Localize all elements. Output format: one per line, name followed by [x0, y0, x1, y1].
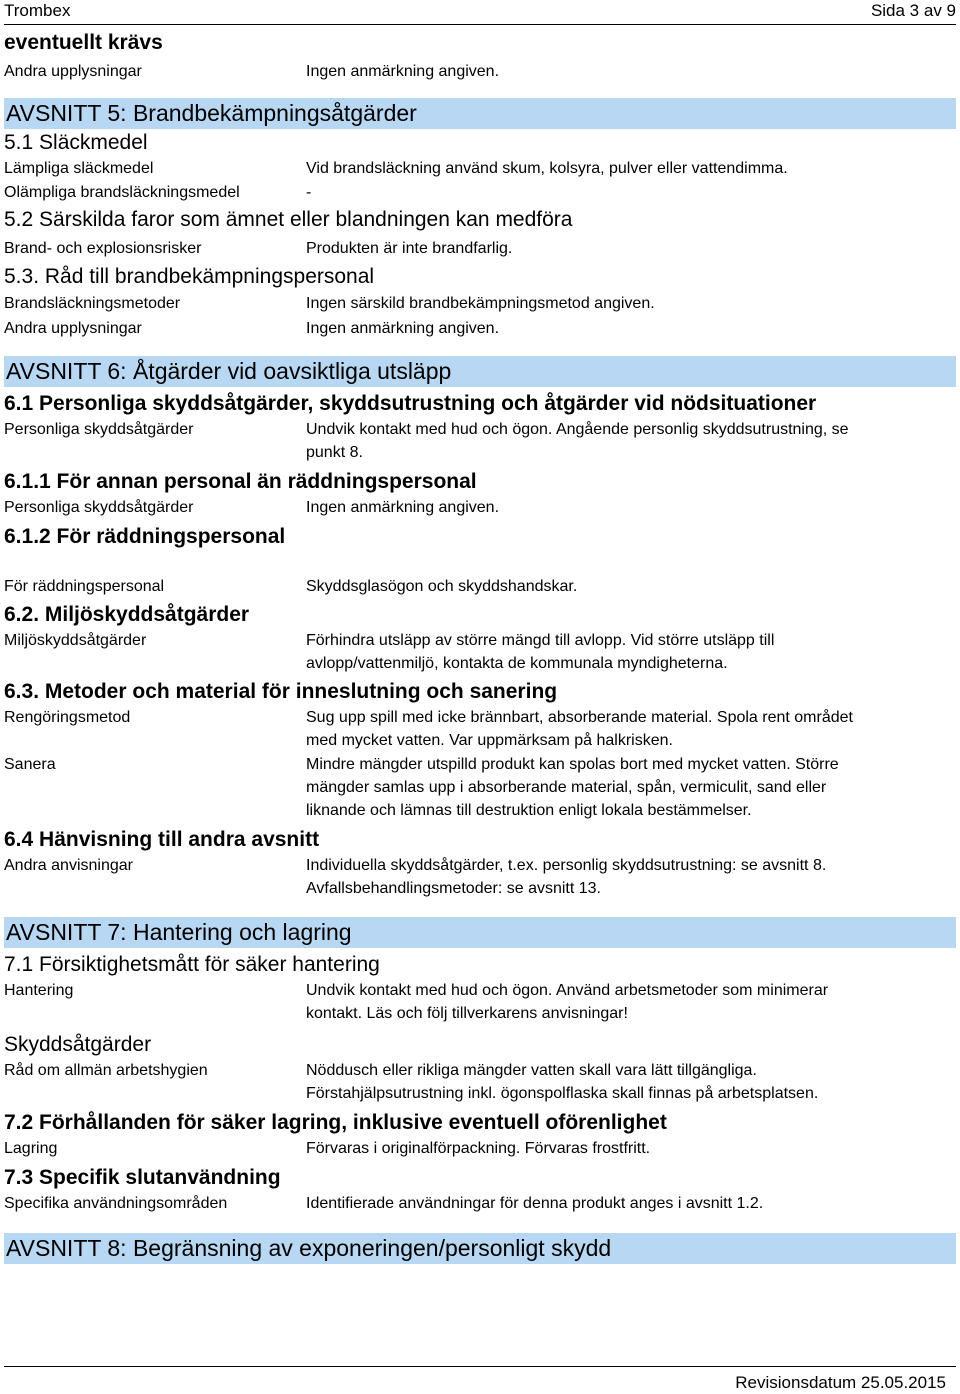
field-label: Lämpliga släckmedel [4, 160, 154, 177]
field-label: Hantering [4, 982, 74, 999]
field-value [306, 979, 956, 1025]
footer-divider [4, 1366, 956, 1367]
field-value [306, 753, 956, 822]
field-label: Personliga skyddsåtgärder [4, 499, 194, 516]
field-value [306, 1059, 956, 1105]
field-row [4, 180, 956, 206]
value-line: Nöddusch eller rikliga mängder vatten skall vara lätt tillgängliga. [306, 1062, 757, 1079]
field-label: Olämpliga brandsläckningsmedel [4, 184, 240, 201]
value-line: punkt 8. [306, 444, 363, 461]
subheading-5-2: 5.2 Särskilda faror som ämnet eller blandningen kan medföra [4, 208, 573, 231]
subheading-6-1-2: 6.1.2 För räddningspersonal [4, 525, 286, 548]
field-value: Ingen anmärkning angiven. [306, 63, 500, 80]
field-value: Produkten är inte brandfarlig. [306, 240, 513, 257]
field-row [4, 706, 956, 752]
field-row [4, 234, 956, 263]
field-label: Brandsläckningsmetoder [4, 295, 181, 312]
field-value: Identifierade användningar för denna produkt anges i avsnitt 1.2. [306, 1195, 764, 1212]
section-7-heading: AVSNITT 7: Hantering och lagring [4, 917, 956, 948]
field-label: Andra anvisningar [4, 857, 133, 874]
value-line: med mycket vatten. Var uppmärksam på halkrisken. [306, 732, 673, 749]
field-label: Andra upplysningar [4, 63, 142, 80]
field-label: Råd om allmän arbetshygien [4, 1062, 208, 1079]
field-label: För räddningspersonal [4, 578, 165, 595]
field-row [4, 496, 956, 519]
field-value: Vid brandsläckning använd skum, kolsyra, pulver eller vattendimma. [306, 160, 788, 177]
revision-date: Revisionsdatum 25.05.2015 [735, 1373, 946, 1392]
field-row [4, 58, 956, 85]
section-6-heading: AVSNITT 6: Åtgärder vid oavsiktliga utsläpp [4, 356, 956, 387]
field-row [4, 753, 956, 822]
field-row [4, 1059, 956, 1105]
subheading-7-1: 7.1 Försiktighetsmått för säker hantering [4, 953, 380, 976]
value-line: mängder samlas upp i absorberande material, spån, vermiculit, sand eller [306, 779, 827, 796]
value-line: kontakt. Läs och följ tillverkarens anvisningar! [306, 1005, 628, 1022]
subheading-6-1-1: 6.1.1 För annan personal än räddningspersonal [4, 470, 477, 493]
field-value: Ingen anmärkning angiven. [306, 320, 500, 337]
value-line: Förstahjälpsutrustning inkl. ögonspolflaska skall finnas på arbetsplatsen. [306, 1085, 819, 1102]
field-value: - [306, 184, 312, 201]
field-value [306, 854, 956, 900]
field-value [306, 706, 956, 752]
field-row [4, 979, 956, 1025]
field-label: Specifika användningsområden [4, 1195, 228, 1212]
field-value: Förvaras i originalförpackning. Förvaras frostfritt. [306, 1140, 651, 1157]
value-line: Förhindra utsläpp av större mängd till avlopp. Vid större utsläpp till [306, 632, 775, 649]
field-row [4, 1192, 956, 1215]
field-row [4, 157, 956, 180]
field-row [4, 317, 956, 340]
field-row [4, 629, 956, 675]
field-label: Rengöringsmetod [4, 709, 131, 726]
field-label: Miljöskyddsåtgärder [4, 632, 147, 649]
subheading-6-4: 6.4 Hänvisning till andra avsnitt [4, 828, 320, 851]
section-5-heading: AVSNITT 5: Brandbekämpningsåtgärder [4, 98, 956, 129]
field-row [4, 575, 956, 598]
value-line: Undvik kontakt med hud och ögon. Använd arbetsmetoder som minimerar [306, 982, 829, 999]
field-label: Lagring [4, 1140, 58, 1157]
value-line: Individuella skyddsåtgärder, t.ex. personlig skyddsutrustning: se avsnitt 8. [306, 857, 827, 874]
page-number: Sida 3 av 9 [870, 1, 956, 20]
field-value [306, 418, 956, 464]
field-label: Brand- och explosionsrisker [4, 240, 202, 257]
section-8-heading: AVSNITT 8: Begränsning av exponeringen/personligt skydd [4, 1233, 956, 1264]
company-name: Trombex [4, 1, 71, 20]
field-row [4, 418, 956, 464]
subheading-skyddsatgarder: Skyddsåtgärder [4, 1033, 152, 1056]
value-line: liknande och lämnas till destruktion enligt lokala bestämmelser. [306, 802, 752, 819]
subheading-6-2: 6.2. Miljöskyddsåtgärder [4, 603, 250, 626]
page-header [4, 0, 956, 22]
subheading-5-3: 5.3. Råd till brandbekämpningspersonal [4, 265, 375, 288]
document-body [4, 28, 956, 1264]
subheading-7-2: 7.2 Förhållanden för säker lagring, inklusive eventuell oförenlighet [4, 1111, 667, 1134]
subheading-7-3: 7.3 Specifik slutanvändning [4, 1166, 281, 1189]
field-value: Ingen särskild brandbekämpningsmetod angiven. [306, 295, 655, 312]
subheading-6-3: 6.3. Metoder och material för inneslutning och sanering [4, 680, 558, 703]
value-line: Undvik kontakt med hud och ögon. Angående personlig skyddsutrustning, se [306, 421, 849, 438]
field-label: Andra upplysningar [4, 320, 142, 337]
field-row [4, 1137, 956, 1160]
value-line: Mindre mängder utspilld produkt kan spolas bort med mycket vatten. Större [306, 756, 839, 773]
header-divider [4, 24, 956, 25]
subheading-6-1: 6.1 Personliga skyddsåtgärder, skyddsutrustning och åtgärder vid nödsituationer [4, 392, 817, 415]
subheading-5-1: 5.1 Släckmedel [4, 131, 148, 154]
field-row [4, 854, 956, 900]
field-value [306, 629, 956, 675]
field-row [4, 291, 956, 317]
field-label: Personliga skyddsåtgärder [4, 421, 194, 438]
continued-heading: eventuellt krävs [4, 31, 163, 54]
value-line: avlopp/vattenmiljö, kontakta de kommunala myndigheterna. [306, 655, 728, 672]
value-line: Sug upp spill med icke brännbart, absorberande material. Spola rent området [306, 709, 853, 726]
field-value: Ingen anmärkning angiven. [306, 499, 500, 516]
value-line: Avfallsbehandlingsmetoder: se avsnitt 13. [306, 880, 601, 897]
field-label: Sanera [4, 756, 56, 773]
field-value: Skyddsglasögon och skyddshandskar. [306, 578, 578, 595]
